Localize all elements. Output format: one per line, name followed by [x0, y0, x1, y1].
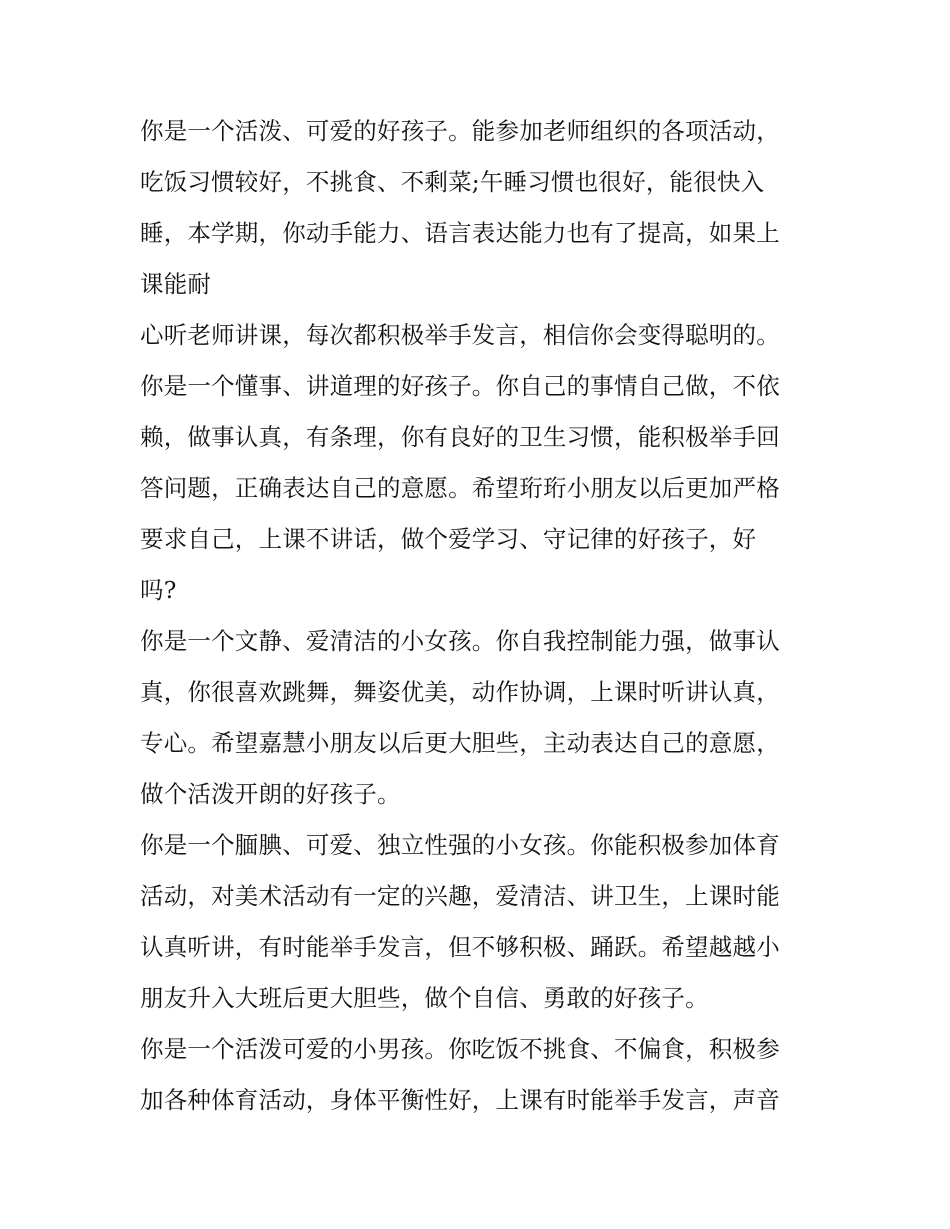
text-line-20: 加各种体育活动，身体平衡性好，上课有时能举手发言，声音 [140, 1086, 780, 1114]
text-line-4: 课能耐 [140, 270, 212, 298]
text-line-10: 吗? [140, 576, 177, 604]
text-line-1: 你是一个活泼、可爱的好孩子。能参加老师组织的各项活动， [140, 117, 780, 145]
text-line-14: 做个活泼开朗的好孩子。 [140, 780, 401, 808]
text-line-6: 你是一个懂事、讲道理的好孩子。你自己的事情自己做，不依 [140, 372, 780, 400]
document-body [140, 106, 820, 1126]
text-line-7: 赖，做事认真，有条理，你有良好的卫生习惯，能积极举手回 [140, 423, 780, 451]
text-line-8: 答问题，正确表达自己的意愿。希望珩珩小朋友以后更加严格 [140, 474, 780, 502]
text-line-3: 睡，本学期，你动手能力、语言表达能力也有了提高，如果上 [140, 219, 780, 247]
text-line-12: 真，你很喜欢跳舞，舞姿优美，动作协调，上课时听讲认真， [140, 678, 780, 706]
text-line-18: 朋友升入大班后更大胆些，做个自信、勇敢的好孩子。 [140, 984, 709, 1012]
text-line-13: 专心。希望嘉慧小朋友以后更大胆些，主动表达自己的意愿， [140, 729, 780, 757]
text-line-16: 活动，对美术活动有一定的兴趣，爱清洁、讲卫生，上课时能 [140, 882, 780, 910]
text-line-5: 心听老师讲课，每次都积极举手发言，相信你会变得聪明的。 [140, 321, 780, 349]
text-line-17: 认真听讲，有时能举手发言，但不够积极、踊跃。希望越越小 [140, 933, 780, 961]
text-line-11: 你是一个文静、爱清洁的小女孩。你自我控制能力强，做事认 [140, 627, 780, 655]
text-line-9: 要求自己，上课不讲话，做个爱学习、守记律的好孩子，好 [140, 525, 757, 553]
text-line-2: 吃饭习惯较好，不挑食、不剩菜;午睡习惯也很好，能很快入 [140, 168, 765, 196]
text-line-19: 你是一个活泼可爱的小男孩。你吃饭不挑食、不偏食，积极参 [140, 1035, 780, 1063]
text-line-15: 你是一个腼腆、可爱、独立性强的小女孩。你能积极参加体育 [140, 831, 780, 859]
